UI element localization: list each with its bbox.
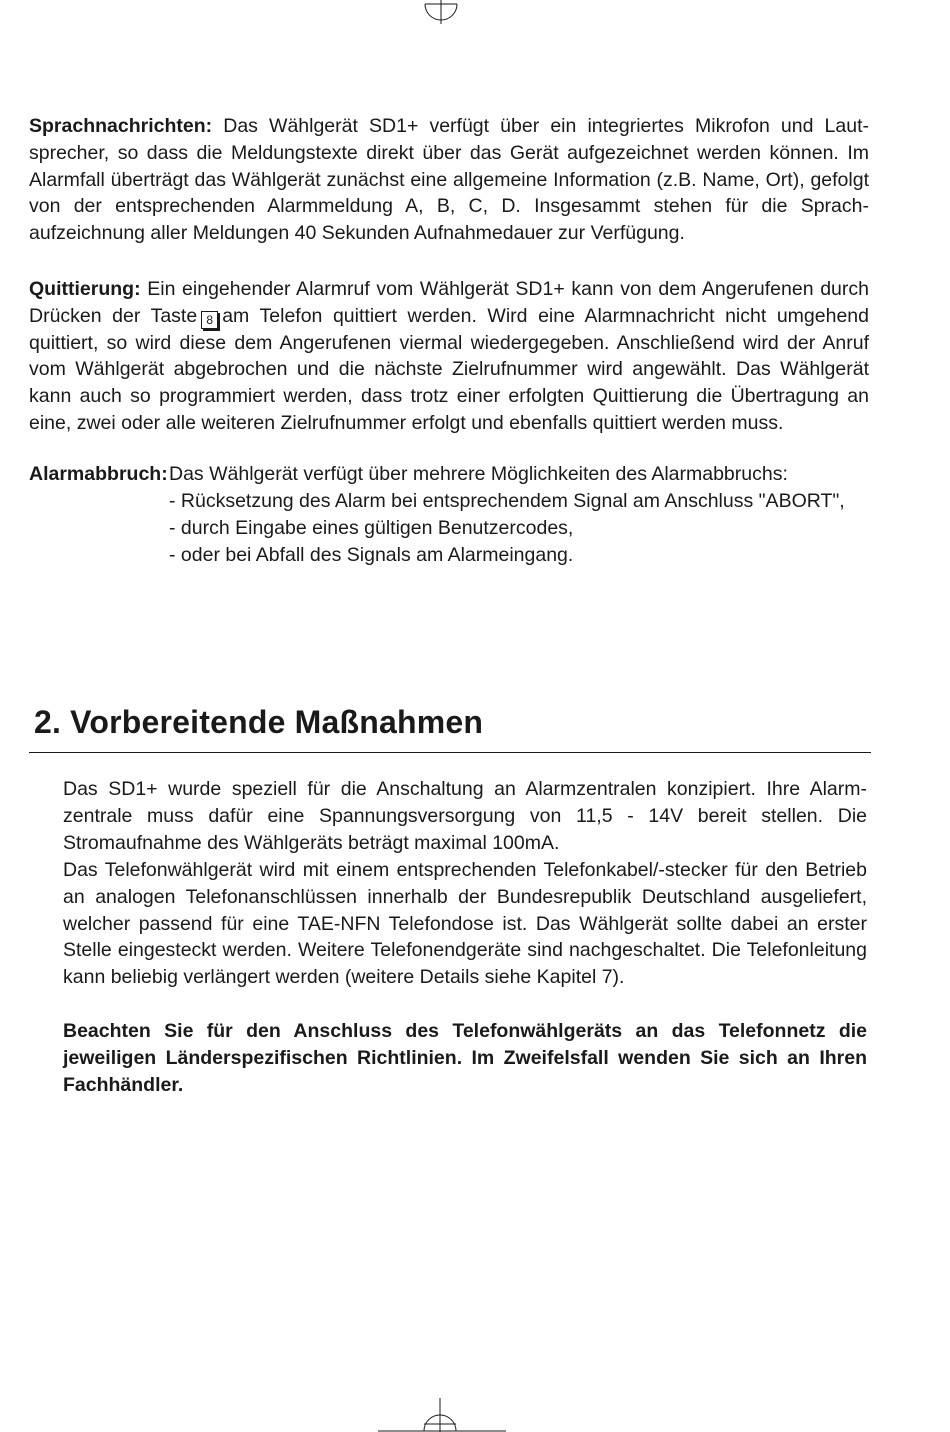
- list-item: - oder bei Abfall des Signals am Alarmeingang.: [169, 544, 574, 566]
- chapter-title: 2. Vorbereitende Maßnahmen: [34, 704, 484, 740]
- text-alarmabbruch-intro: Das Wählgerät verfügt über mehrere Möglichkeiten des Alarmabbruchs:: [169, 463, 788, 485]
- text-quittierung-after: am Telefon quittiert werden. Wird eine Alarmnachricht nicht umgehend quittiert, so wird diese dem Angerufenen viermal wiedergegeben. Anschließend wird der Anruf vom Wählgerät abgebrochen und die nächste Zielrufnummer wird angewählt. Das Wählgerät kann auch so programmiert werden, dass trotz einer erfolgten Quittierung die Übertragung an eine, zwei oder alle weiteren Zielrufnummer erfolgt und ebenfalls quittiert werden muss.: [29, 304, 869, 434]
- text-sprachnachrichten: Das Wählgerät SD1+ verfügt über ein integriertes Mikrofon und Laut-sprecher, so dass die Meldungstexte direkt über das Gerät aufgezeichnet werden können. Im Alarmfall überträgt das Wählgerät zunächst eine allgemeine Information (z.B. Name, Ort), gefolgt von der entsprechenden Alarmmeldung A, B, C, D. Insgesammt stehen für die Sprach-aufzeichnung aller Meldungen 40 Sekunden Aufnahmedauer zur Verfügung.: [29, 115, 869, 245]
- term-sprachnachrichten: Sprachnachrichten:: [29, 115, 213, 137]
- paragraph-alarmabbruch: [29, 461, 869, 569]
- text-chapter-paragraph-2: Das Telefonwählgerät wird mit einem entsprechenden Telefonkabel/-stecker für den Betrieb an analogen Telefonanschlüssen innerhalb der Bundesrepublik Deutschland ausgeliefert, welcher passend für eine TAE-NFN Telefondose ist. Das Wählgerät sollte dabei an erster Stelle eingesteckt werden. Weitere Telefonendgeräte sind nachgeschaltet. Die Telefonleitung kann beliebig verlängert werden (weitere Details siehe Kapitel 7).: [63, 859, 867, 989]
- text-chapter-paragraph-1: Das SD1+ wurde speziell für die Anschaltung an Alarmzentralen konzipiert. Ihre Alarm-zentrale muss dafür eine Spannungsversorgung von 11,5 - 14V bereit stellen. Die Stromaufnahme des Wählgeräts beträgt maximal 100mA.: [63, 778, 867, 854]
- phone-key-icon: 8: [201, 311, 218, 329]
- crop-crosshair-icon: [421, 0, 461, 24]
- chapter-notice: [63, 1018, 867, 1098]
- chapter-divider: [29, 752, 871, 753]
- chapter-paragraph-1: [63, 776, 867, 856]
- text-quittierung-before: Ein eingehender Alarmruf vom Wählgerät SD1+ kann von dem Angerufenen durch Drücken der Taste: [29, 278, 869, 327]
- alarmabbruch-list: [29, 488, 869, 569]
- chapter-paragraph-2: [63, 857, 867, 991]
- paragraph-quittierung: [29, 276, 869, 437]
- list-item: - durch Eingabe eines gültigen Benutzercodes,: [169, 517, 574, 539]
- term-alarmabbruch: Alarmabbruch:: [29, 463, 168, 485]
- list-item: - Rücksetzung des Alarm bei entsprechendem Signal am Anschluss "ABORT",: [169, 490, 845, 512]
- paragraph-sprachnachrichten: [29, 113, 869, 247]
- text-chapter-notice: Beachten Sie für den Anschluss des Telefonwählgeräts an das Telefonnetz die jeweiligen Länderspezifischen Richtlinien. Im Zweifelsfall wenden Sie sich an Ihren Fachhändler.: [63, 1020, 867, 1096]
- crop-crosshair-icon: [378, 1398, 506, 1432]
- term-quittierung: Quittierung:: [29, 278, 141, 300]
